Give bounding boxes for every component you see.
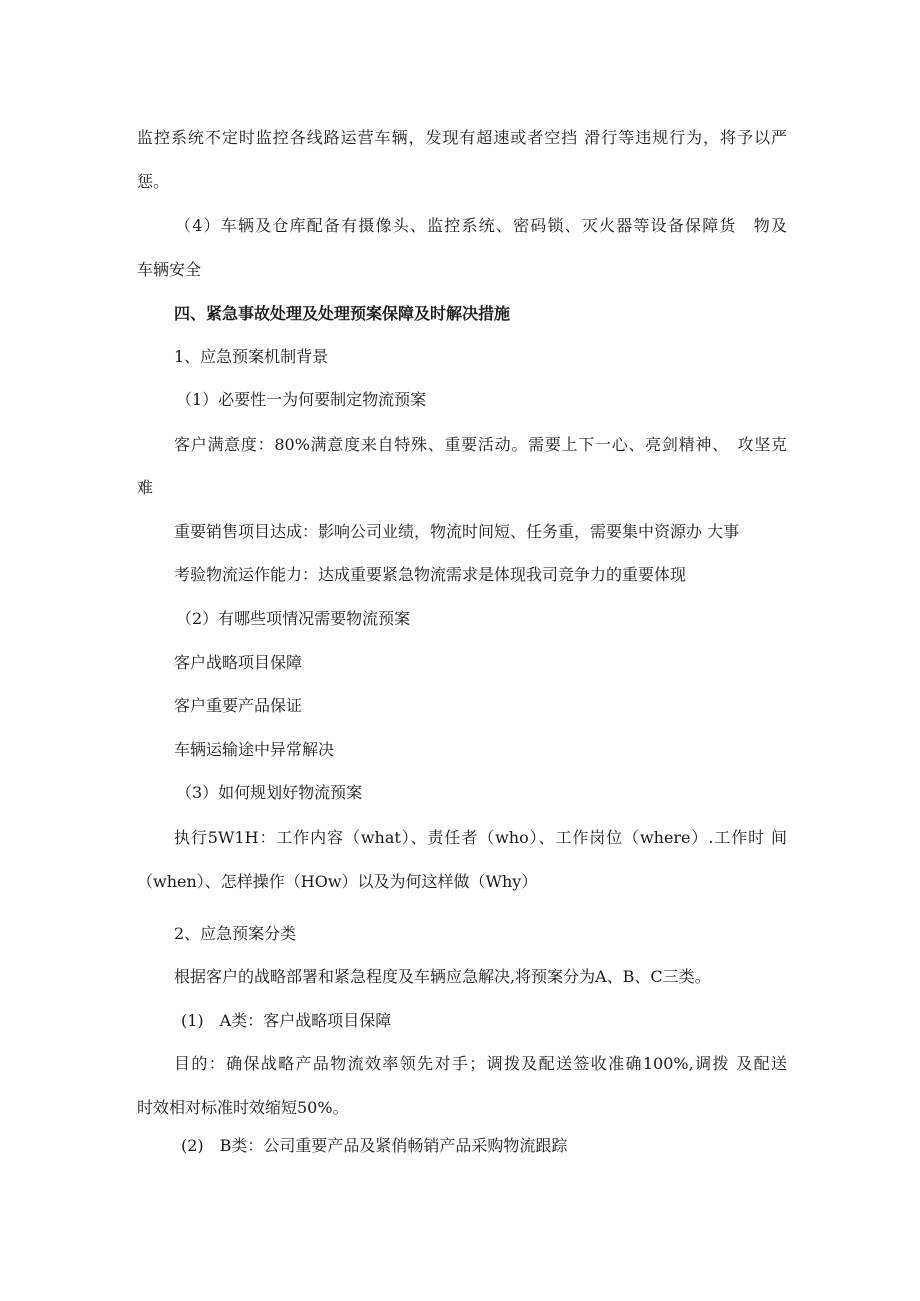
list-item: 客户重要产品保证 — [174, 696, 303, 715]
paragraph-line: 客户满意度：80%满意度来自特殊、重要活动。需要上下一心、亮剑精神、 攻坚克 — [174, 435, 787, 454]
subheading: 2、应急预案分类 — [174, 924, 297, 943]
section-heading: 四、紧急事故处理及处理预案保障及时解决措施 — [174, 304, 511, 323]
list-item: (2) B类：公司重要产品及紧俏畅销产品采购物流跟踪 — [181, 1136, 568, 1155]
paragraph-line: （4）车辆及仓库配备有摄像头、监控系统、密码锁、灭火器等设备保障货 物及 — [175, 216, 787, 235]
paragraph-line: 时效相对标准时效缩短50%。 — [137, 1098, 349, 1117]
paragraph-line: 根据客户的战略部署和紧急程度及车辆应急解决,将预案分为A、B、C三类。 — [174, 967, 711, 986]
paragraph-line: 车辆安全 — [137, 260, 202, 279]
paragraph-line: 考验物流运作能力：达成重要紧急物流需求是体现我司竞争力的重要体现 — [174, 565, 687, 584]
paragraph-line: 惩。 — [137, 172, 170, 191]
list-item: 车辆运输途中异常解决 — [174, 740, 335, 759]
paragraph-line: 监控系统不定时监控各线路运营车辆，发现有超速或者空挡 滑行等违规行为，将予以严 — [137, 128, 787, 147]
list-item: （2）有哪些项情况需要物流预案 — [176, 609, 411, 628]
list-item: （3）如何规划好物流预案 — [176, 783, 363, 802]
paragraph-line: 重要销售项目达成：影响公司业绩，物流时间短、任务重，需要集中资源办 大事 — [174, 522, 740, 541]
subheading: 1、应急预案机制背景 — [174, 347, 329, 366]
paragraph-line: 难 — [137, 478, 154, 497]
list-item: （1）必要性一为何要制定物流预案 — [176, 390, 427, 409]
paragraph-line: 目的：确保战略产品物流效率领先对手；调拨及配送签收准确100%,调拨 及配送 — [174, 1054, 787, 1073]
paragraph-line: 执行5W1H：工作内容（what）、责任者（who）、工作岗位（where）.工作时 间 — [174, 828, 787, 847]
list-item: 客户战略项目保障 — [174, 653, 303, 672]
paragraph-line: （when）、怎样操作（HOw）以及为何这样做（Why） — [137, 872, 538, 891]
list-item: (1) A类：客户战略项目保障 — [181, 1011, 392, 1030]
